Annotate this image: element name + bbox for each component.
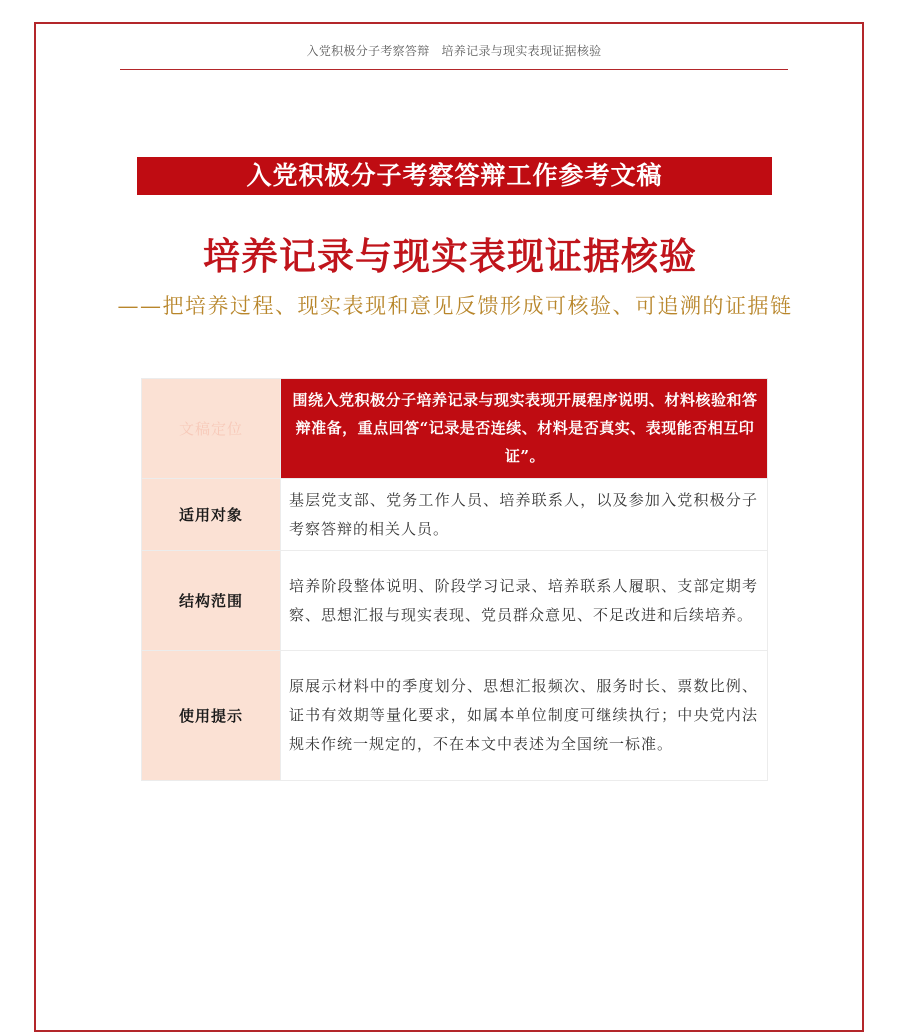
row-label-scope: 结构范围 — [142, 551, 281, 651]
table-row — [142, 479, 768, 551]
running-header-right: 培养记录与现实表现证据核验 — [441, 44, 602, 58]
running-header — [120, 42, 788, 59]
row-content-usage-tips: 原展示材料中的季度划分、思想汇报频次、服务时长、票数比例、证书有效期等量化要求，如属本单位制度可继续执行；中央党内法规未作统一规定的，不在本文中表述为全国统一标准。 — [281, 651, 768, 781]
info-table — [141, 378, 768, 781]
banner: 入党积极分子考察答辩工作参考文稿 — [137, 157, 772, 195]
row-content-scope: 培养阶段整体说明、阶段学习记录、培养联系人履职、支部定期考察、思想汇报与现实表现、党员群众意见、不足改进和后续培养。 — [281, 551, 768, 651]
running-header-left: 入党积极分子考察答辩 — [306, 44, 430, 58]
page-subtitle: ——把培养过程、现实表现和意见反馈形成可核验、可追溯的证据链 — [117, 294, 793, 318]
row-label-audience: 适用对象 — [142, 479, 281, 551]
row-label-usage-tips: 使用提示 — [142, 651, 281, 781]
table-row — [142, 379, 768, 479]
page-title: 培养记录与现实表现证据核验 — [203, 235, 697, 278]
header-rule — [120, 69, 788, 70]
table-row — [142, 651, 768, 781]
table-row — [142, 551, 768, 651]
row-label-positioning: 文稿定位 — [142, 379, 281, 479]
row-content-audience: 基层党支部、党务工作人员、培养联系人，以及参加入党积极分子考察答辩的相关人员。 — [281, 479, 768, 551]
row-content-positioning: 围绕入党积极分子培养记录与现实表现开展程序说明、材料核验和答辩准备，重点回答“记录是否连续、材料是否真实、表现能否相互印证”。 — [281, 379, 768, 479]
